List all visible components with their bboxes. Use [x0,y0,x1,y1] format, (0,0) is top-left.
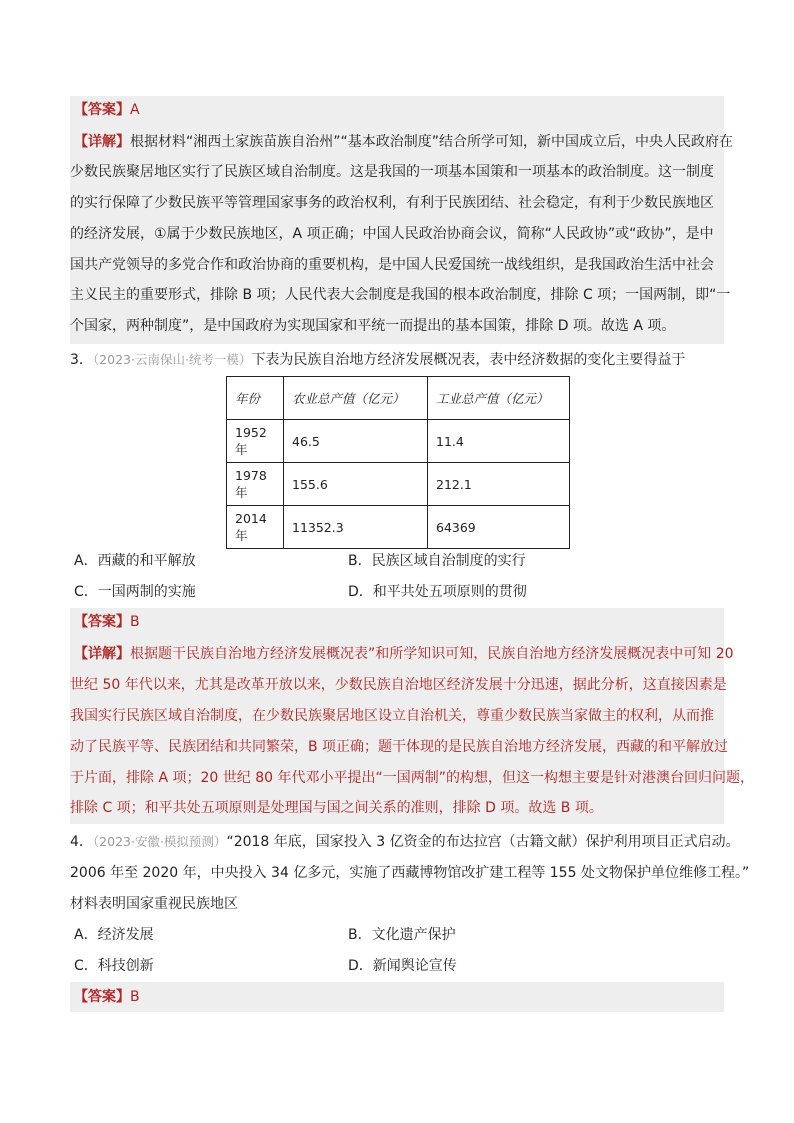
table-cell-year: 1978 年 [227,463,284,506]
q2-detail-line-7: 个国家，两种制度”，是中国政府为实现国家和平统一而提出的基本国策，排除 D 项。故选 A 项。 [70,318,676,334]
q3-detail-text: 根据题干民族自治地方经济发展概况表”和所学知识可知，民族自治地方经济发展概况表中可知 20 [130,646,734,662]
q2-answer-block [70,96,734,344]
table-cell-year: 2014 年 [227,506,284,549]
q4-stem-line-3: 材料表明国家重视民族地区 [70,896,238,912]
q4-stem-line-1 [70,832,740,852]
q3-source: （2023·云南保山·统考一模） [92,352,252,367]
q4-answer-block [70,982,724,1012]
q3-answer-value: B [130,614,140,630]
q4-number: 4． [70,834,93,850]
q4-option-b[interactable]: B．文化遗产保护 [348,927,456,943]
q3-answer-line [74,612,140,632]
q2-detail-line-2: 少数民族聚居地区实行了民族区域自治制度。这是我国的一项基本国策和一项基本的政治制度。这一制度 [70,164,714,180]
table-row [227,463,570,506]
table-header-agri: 农业总产值（亿元） [284,377,428,420]
q2-detail-line-6: 主义民主的重要形式，排除 B 项；人民代表大会制度是我国的根本政治制度，排除 C 项；一国两制，即“一 [70,287,731,303]
q3-stem-text: 下表为民族自治地方经济发展概况表，表中经济数据的变化主要得益于 [251,352,686,368]
q4-answer-line [74,987,140,1007]
q3-detail-line-6: 排除 C 项；和平共处五项原则是处理国与国之间关系的准则，排除 D 项。故选 B 项。 [70,800,603,816]
q3-answer-label: 【答案】 [74,614,130,630]
q4-option-a[interactable]: A．经济发展 [74,927,154,943]
table-cell-ind: 212.1 [428,463,570,506]
q4-option-c[interactable]: C．科技创新 [74,958,154,974]
q2-detail-text: 根据材料“湘西土家族苗族自治州”“基本政治制度”结合所学可知，新中国成立后，中央人民政府在 [130,134,734,150]
q4-source: （2023·安徽·模拟预测） [92,834,227,849]
q3-stem [70,350,685,370]
q3-option-a[interactable]: A．西藏的和平解放 [74,553,196,569]
table-cell-year: 1952 年 [227,420,284,463]
table-header-row [227,377,570,420]
q3-option-d[interactable]: D．和平共处五项原则的贯彻 [348,584,527,600]
table-cell-agri: 46.5 [284,420,428,463]
q3-option-b[interactable]: B．民族区域自治制度的实行 [348,553,526,569]
table-cell-ind: 11.4 [428,420,570,463]
q4-answer-value: B [130,989,140,1005]
table-row [227,506,570,549]
q4-option-d[interactable]: D．新闻舆论宣传 [348,958,457,974]
q3-detail-line-4: 动了民族平等、民族团结和共同繁荣，B 项正确；题干体现的是民族自治地方经济发展，西藏的和平解放过 [70,739,729,755]
q2-detail-line-3: 的实行保障了少数民族平等管理国家事务的政治权利，有利于民族团结、社会稳定，有利于少数民族地区 [70,195,714,211]
q2-detail-line-5: 国共产党领导的多党合作和政治协商的重要机构，是中国人民爱国统一战线组织，是我国政治生活中社会 [70,257,714,273]
q2-answer-value: A [130,102,140,118]
q3-detail-line-5: 于片面，排除 A 项；20 世纪 80 年代邓小平提出“一国两制”的构想，但这一构想主要是针对港澳台回归问题， [70,770,754,786]
q3-detail-label: 【详解】 [74,646,130,662]
table-cell-ind: 64369 [428,506,570,549]
table-header-year: 年份 [227,377,284,420]
q3-number: 3． [70,352,93,368]
q3-data-table [226,376,570,549]
table-cell-agri: 11352.3 [284,506,428,549]
q4-answer-label: 【答案】 [74,989,130,1005]
q4-stem-line-2: 2006 年至 2020 年，中央投入 34 亿多元，实施了西藏博物馆改扩建工程等 155 处文物保护单位维修工程。” [70,865,750,881]
table-row [227,420,570,463]
q2-detail-line-4: 的经济发展，①属于少数民族地区，A 项正确；中国人民政治协商会议，简称“人民政协”或“政协”，是中 [70,226,714,242]
table-cell-agri: 155.6 [284,463,428,506]
q4-stem-text: “2018 年底，国家投入 3 亿资金的布达拉宫（古籍文献）保护利用项目正式启动。 [226,834,740,850]
q2-answer-label: 【答案】 [74,102,130,118]
q3-detail-line-1 [74,644,734,664]
q2-detail-label: 【详解】 [74,134,130,150]
table-header-ind: 工业总产值（亿元） [428,377,570,420]
q2-detail-line-1 [74,132,733,152]
q3-detail-line-3: 我国实行民族区域自治制度，在少数民族聚居地区设立自治机关，尊重少数民族当家做主的权利，从而推 [70,708,714,724]
q3-option-c[interactable]: C．一国两制的实施 [74,584,196,600]
q3-answer-block [70,608,754,824]
q2-answer-line [74,100,140,120]
q3-detail-line-2: 世纪 50 年代以来，尤其是改革开放以来，少数民族自治地区经济发展十分迅速，据此分析，这直接因素是 [70,677,727,693]
